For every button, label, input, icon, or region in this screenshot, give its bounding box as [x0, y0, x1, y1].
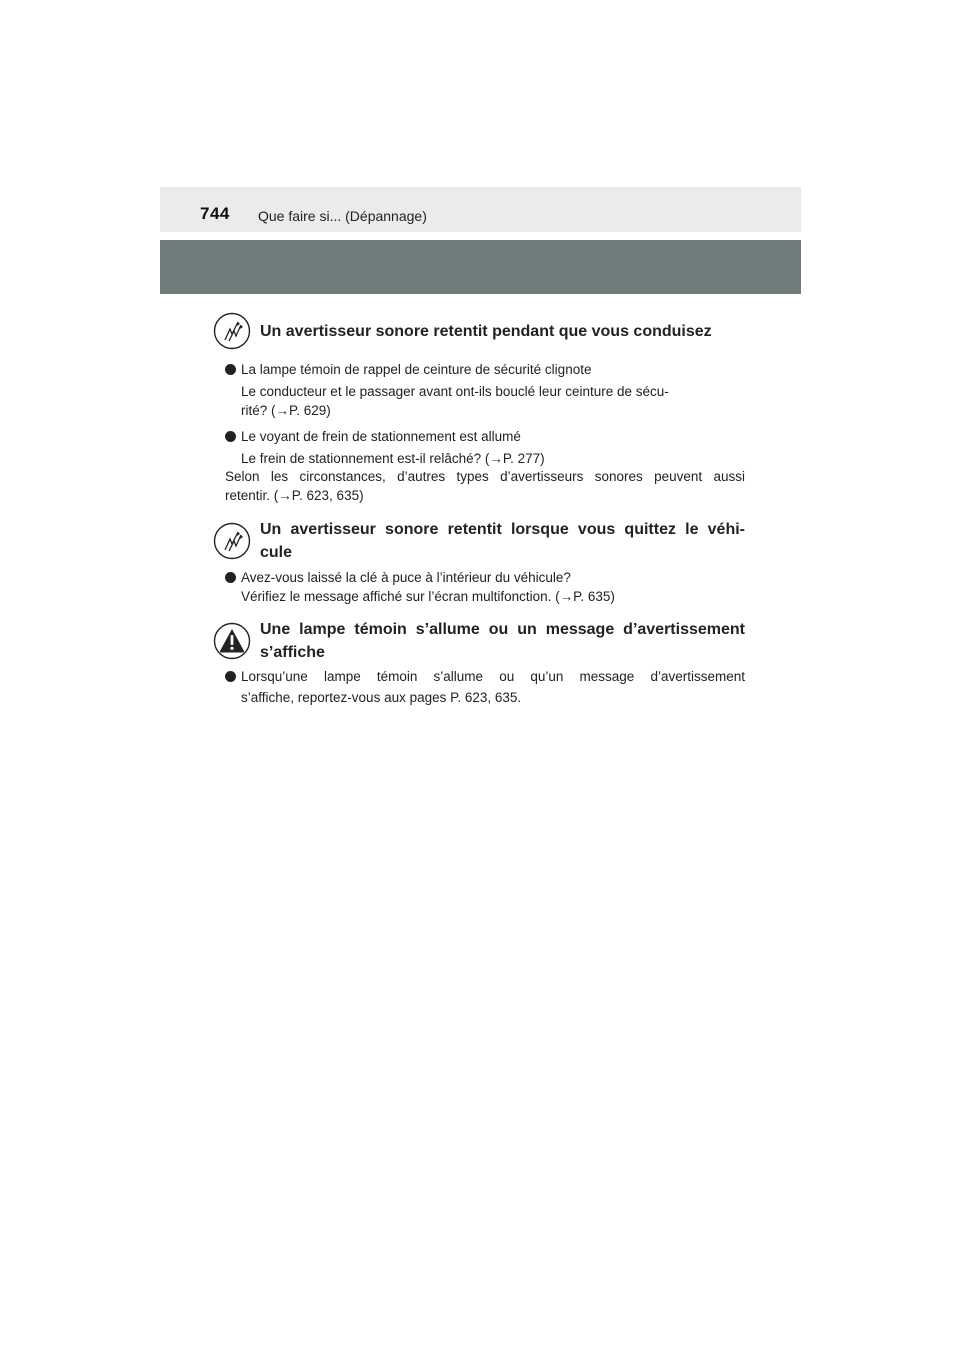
- section-heading: [260, 618, 745, 664]
- section-heading: [260, 518, 745, 564]
- list-item: [225, 427, 745, 446]
- list-item: [225, 360, 745, 379]
- heading-line: Une lampe témoin s’allume ou un message d’avertissement: [260, 621, 745, 638]
- section-horn-while-driving: [213, 312, 745, 512]
- bullet-detail: rité? (→P. 629): [241, 403, 331, 418]
- warning-sound-icon: [213, 522, 251, 560]
- warning-triangle-icon: [213, 622, 251, 660]
- bullet-detail: Le frein de stationnement est-il relâché? (→P. 277): [241, 451, 545, 466]
- warning-sound-icon: [213, 312, 251, 350]
- heading-line: Un avertisseur sonore retentit lorsque vous quittez le véhi-: [260, 521, 745, 538]
- header-bar: [160, 187, 801, 232]
- heading-line: s’affiche: [260, 644, 325, 661]
- header-band: [160, 240, 801, 294]
- bullet-label: Le voyant de frein de stationnement est allumé: [241, 429, 521, 444]
- bullet-list: [225, 360, 745, 468]
- bullet-dot: [225, 431, 236, 442]
- bullet-detail: Vérifiez le message affiché sur l’écran multifonction. (→P. 635): [241, 589, 615, 604]
- list-item: [225, 667, 745, 686]
- note-paragraph: [225, 467, 745, 505]
- section-warning-light: [213, 622, 745, 712]
- bullet-dot: [225, 572, 236, 583]
- bullet-dot: [225, 671, 236, 682]
- bullet-label: Lorsqu’une lampe témoin s’allume ou qu’un message d’avertissement: [241, 669, 745, 684]
- list-item: [225, 568, 745, 587]
- bullet-label: Avez-vous laissé la clé à puce à l’intérieur du véhicule?: [241, 570, 571, 585]
- bullet-detail: s’affiche, reportez-vous aux pages P. 623, 635.: [241, 690, 522, 705]
- bullet-detail: Le conducteur et le passager avant ont-ils bouclé leur ceinture de sécu-: [241, 384, 669, 399]
- bullet-label: La lampe témoin de rappel de ceinture de sécurité clignote: [241, 362, 592, 377]
- bullet-list: [225, 667, 745, 707]
- note-line: Selon les circonstances, d’autres types d’avertisseurs sonores peuvent aussi: [225, 469, 745, 484]
- section-title: Que faire si... (Dépannage): [258, 208, 427, 224]
- section-heading: Un avertisseur sonore retentit pendant que vous conduisez: [260, 323, 712, 340]
- page-number: 744: [200, 204, 230, 223]
- section-horn-leaving-vehicle: [213, 522, 745, 612]
- heading-line: cule: [260, 544, 293, 561]
- bullet-list: [225, 568, 745, 606]
- note-line: retentir. (→P. 623, 635): [225, 488, 364, 503]
- bullet-dot: [225, 364, 236, 375]
